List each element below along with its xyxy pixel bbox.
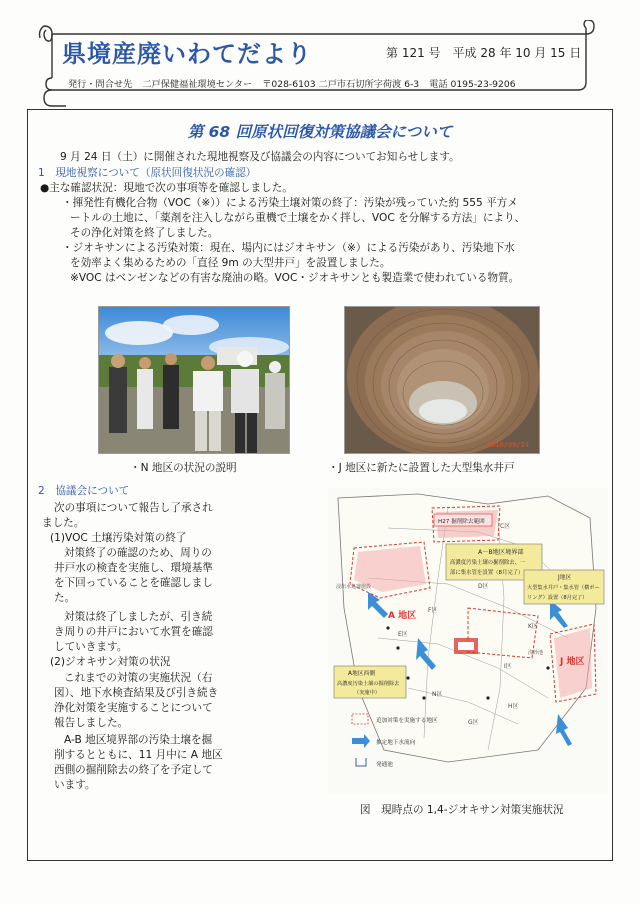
map-area-c: C区 xyxy=(500,523,511,530)
publisher-name: 二戸保健福祉環境センター xyxy=(142,79,253,90)
map-area-d: D区 xyxy=(478,583,489,590)
publisher-line xyxy=(68,76,526,90)
s2-line-7: 対策は終了しましたが、引き続 xyxy=(64,611,213,623)
s2-line-4: 井戸水の検査を実施し、環境基準 xyxy=(54,562,213,574)
article-headline: 第 68 回原状回復対策協議会について xyxy=(187,123,453,141)
s1-line-2: その浄化対策を終了しました。 xyxy=(70,227,219,239)
map-label-a-line2: （実施中） xyxy=(354,690,380,696)
map-label-j-line2: リング）設置（8月完了） xyxy=(527,595,588,601)
s2-line-8: き周りの井戸において水質を確認 xyxy=(54,626,213,638)
s2-line-2: (1)VOC 土壌汚染対策の終了 xyxy=(50,532,187,544)
map-area-j: J 地区 xyxy=(560,657,585,667)
s1-line-4: を効率よく集めるための「直径 9m の大型井戸」を設置しました。 xyxy=(70,257,391,269)
article-frame xyxy=(27,109,613,861)
s2-line-6: た。 xyxy=(54,592,76,604)
s2-line-14: 報告しました。 xyxy=(54,717,129,729)
legend-area-label: 追加対策を実施する地区 xyxy=(376,718,438,724)
well-caption: ・J 地区に新たに設置した大型集水井戸 xyxy=(328,462,515,474)
s2-line-18: います。 xyxy=(54,779,96,791)
s2-line-1: ました。 xyxy=(42,517,85,529)
s2-line-16: 削するとともに、11 月中に A 地区 xyxy=(54,749,223,761)
well-photo-image xyxy=(345,307,540,454)
section1-lead: ●主な確認状況：現地で次の事項等を確認しました。 xyxy=(40,182,293,194)
publisher-label: 発行・問合せ先 xyxy=(68,79,133,90)
legend-flow-label: 推定地下水流向 xyxy=(376,740,416,746)
map-label-ab-line2: 部に集水管を設置（8月完了） xyxy=(450,570,524,576)
section2-heading: 2 協議会について xyxy=(38,485,130,497)
s2-line-11: これまでの対策の実施状況（右 xyxy=(64,672,213,684)
legend-pond-label: 発通池 xyxy=(376,762,393,768)
publisher-phone: 電話 0195-23-9206 xyxy=(429,79,516,90)
s1-line-5: ※VOC はベンゼンなどの有害な廃油の略。VOC・ジオキサンとも製造業で使われている物質。 xyxy=(70,272,520,284)
map-area-a: A 地区 xyxy=(388,611,417,621)
map-label-h27: H27 掘削除去範囲 xyxy=(438,519,485,525)
issue-number: 第 121 号 xyxy=(386,46,441,60)
s1-line-3: ・ジオキサンによる汚染対策：現在、場内にはジオキサン（※）による汚染があり、汚染地下水 xyxy=(62,242,515,254)
map-label-a-line1: 高濃度汚染土壌の掘削除去 xyxy=(337,681,400,687)
issue-date: 平成 28 年 10 月 15 日 xyxy=(452,46,582,60)
section1-heading: 1 現地視察について（原状回復状況の確認） xyxy=(38,167,257,179)
site-map-figure xyxy=(328,488,608,794)
map-label-sediment-pond: 沈砂池 xyxy=(528,650,544,656)
s2-line-17: 西側の掘削除去の終了を予定して xyxy=(54,764,213,776)
s1-line-1: ートルの土地に、「薬剤を注入しながら重機で土壌をかく拌し、VOC を分解する方法」により、 xyxy=(70,212,526,224)
map-area-f: F区 xyxy=(428,607,438,614)
site-visit-caption: ・N 地区の状況の説明 xyxy=(130,462,237,474)
photo-date-stamp: 2016/09/24 xyxy=(487,441,530,449)
site-visit-photo xyxy=(98,306,290,454)
s1-line-0: ・揮発性有機化合物（VOC（※））による汚染土壌対策の終了：汚染が残っていた約 555 平方メ xyxy=(62,197,518,209)
s2-line-3: 対策終了の確認のため、周りの xyxy=(64,547,212,559)
map-label-treatment: 浸出水処理施設 xyxy=(336,584,372,590)
s2-line-10: (2)ジオキサン対策の状況 xyxy=(50,656,171,668)
publisher-address: 〒028-6103 二戸市石切所字荷渡 6-3 xyxy=(262,79,420,90)
map-label-j-title: J地区 xyxy=(558,575,572,581)
map-caption: 図 現時点の 1,4-ジオキサン対策実施状況 xyxy=(360,804,564,816)
map-area-h: H区 xyxy=(508,703,519,710)
map-area-k: K区 xyxy=(528,623,538,630)
map-area-n: N区 xyxy=(432,691,443,698)
s2-line-5: を下回っていることを確認しまし xyxy=(54,577,213,589)
s2-line-0: 次の事項について報告し了承され xyxy=(54,502,213,514)
newsletter-title: 県境産廃いわてだより xyxy=(62,40,312,68)
issue-info xyxy=(386,44,593,61)
map-label-j-line1: 大型集水井戸・集水管（横ボー xyxy=(527,585,600,591)
map-label-ab-title: A－B地区境界部 xyxy=(478,549,524,556)
dioxane-countermeasure-map xyxy=(328,488,608,794)
map-label-ab-line1: 高濃度汚染土壌の掘削除去、一 xyxy=(450,560,526,566)
map-label-a-title: A地区西側 xyxy=(348,671,376,677)
s2-line-15: A-B 地区境界部の汚染土壌を掘 xyxy=(64,734,213,746)
intro-text: 9 月 24 日（土）に開催された現地視察及び協議会の内容についてお知らせします。 xyxy=(60,151,460,163)
site-visit-photo-image xyxy=(99,307,290,454)
s2-line-13: 浄化対策を実施することについて xyxy=(54,702,213,714)
map-area-g: G区 xyxy=(468,719,479,726)
s2-line-9: していきます。 xyxy=(54,641,128,653)
s2-line-12: 図）、地下水検査結果及び引き続き xyxy=(54,687,219,699)
well-photo xyxy=(344,306,540,454)
map-area-i: I区 xyxy=(504,663,512,670)
map-area-e: E区 xyxy=(398,631,408,638)
